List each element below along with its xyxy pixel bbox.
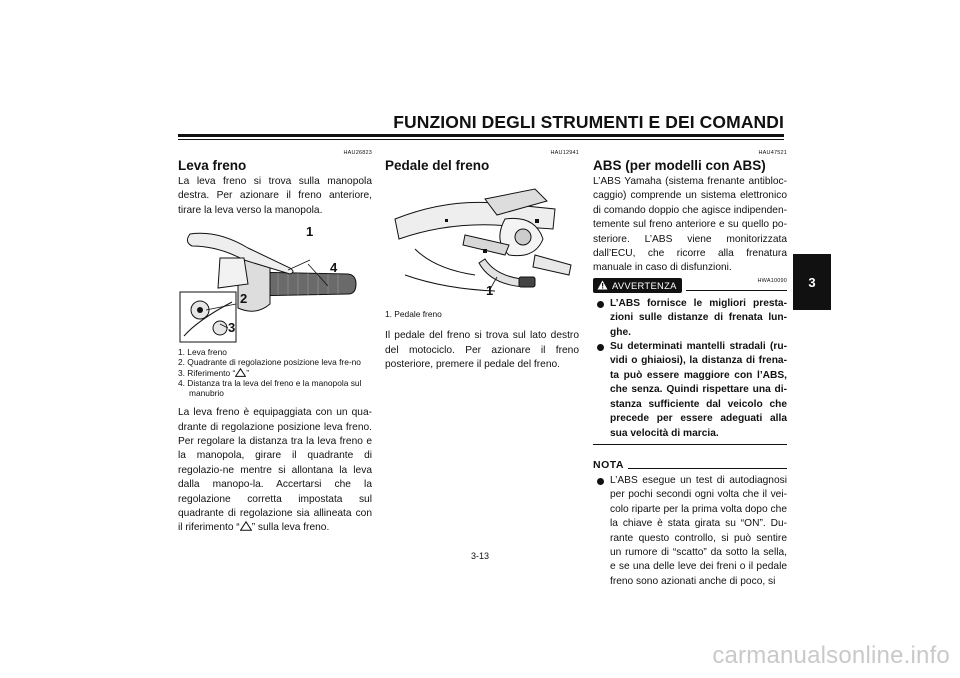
section-brake-pedal [385, 150, 579, 372]
warning-list [593, 297, 787, 441]
warning-triangle-icon [597, 280, 608, 290]
page-number: 3-13 [470, 551, 489, 561]
header-rule [178, 134, 784, 137]
figure-label-4: 4 [330, 260, 338, 276]
caption-item: 4. Distanza tra la leva del freno e la manopola sul manubrio [178, 377, 362, 399]
section-body: Il pedale del freno si trova sul lato destro del motociclo. Per azionare il freno posteriore, premere il pedale del freno. [385, 330, 579, 371]
section-code: HAU26823 [343, 150, 372, 156]
nota-header: NOTA [593, 459, 787, 471]
section-intro: L’ABS Yamaha (sistema frenante antibloc-caggio) comprende un sistema elettronico di comando doppio che agisce indipenden-temente sul freno anteriore e su quello po-steriore. L’ABS viene monitorizzata dall’ECU, che ricorre alla frenatura manuale in caso di disfunzioni. [593, 176, 787, 274]
warning-code: HWA10090 [757, 277, 787, 284]
section-abs [593, 150, 787, 589]
warning-rule [686, 290, 787, 291]
list-item: L’ABS fornisce le migliori presta-zioni sulle distanze di frenata lun-ghe. [593, 297, 787, 340]
caption-item: 2. Quadrante di regolazione posizione leva fre-no [178, 357, 361, 368]
caption-item: 3. Riferimento “ ” [178, 367, 250, 378]
figure-label-3: 3 [228, 320, 236, 336]
section-title: ABS (per modelli con ABS) [593, 158, 766, 173]
section-code: HAU47521 [758, 150, 787, 156]
chapter-tab: 3 [793, 254, 831, 310]
warning-end-rule [593, 444, 787, 445]
section-body: La leva freno è equipaggiata con un qua-drante di regolazione posizione leva freno. Per regolare la distanza tra la leva freno e la manopola, girare il quadrante di regolazio-ne mentre si allontana la leva dalla manopo-la. Accertarsi che la regolazione corretta impostata sul quadrante di regolazione sia allineata con il riferimento “ ” sulla leva freno. [178, 407, 372, 534]
list-item: Su determinati mantelli stradali (ru-vidi o ghiaiosi), la distanza di frena-ta può essere maggiore con l’ABS, che senza. Quindi rispettare una di-stanza sufficiente dal veicolo che precede per essere adeguati alla sua velocità di marcia. [593, 340, 787, 441]
caption-item: 1. Leva freno [178, 347, 227, 358]
brake-pedal-illustration [385, 179, 579, 301]
brake-lever-illustration [178, 224, 372, 344]
reference-triangle-icon [235, 368, 246, 377]
figure-label-1: 1 [306, 224, 314, 240]
section-code: HAU12941 [550, 150, 579, 156]
section-brake-lever [178, 150, 372, 536]
figure-brake-pedal [385, 179, 579, 301]
reference-triangle-icon [240, 521, 252, 531]
nota-list [593, 474, 787, 589]
section-intro: La leva freno si trova sulla manopola destra. Per azionare il freno anteriore, tirare la leva verso la manopola. [178, 176, 372, 216]
list-item: L’ABS esegue un test di autodiagnosi per pochi secondi ogni volta che il vei-colo riparte per la prima volta dopo che la chiave è stata girata su “ON”. Du-rante questo controllo, si può sentire un rumore di “scatto” da sotto la sella, e se una delle leve dei freni o il pedale freno sono azionati anche di poco, si [593, 474, 787, 589]
warning-badge: AVVERTENZA [593, 278, 682, 293]
section-title: Leva freno [178, 158, 247, 173]
figure-label-1: 1 [486, 283, 494, 298]
caption-item: 1. Pedale freno [385, 309, 442, 319]
figure-caption [178, 347, 372, 398]
section-title: Pedale del freno [385, 158, 490, 173]
figure-label-2: 2 [240, 291, 248, 307]
nota-rule [628, 468, 787, 469]
page-header-title: FUNZIONI DEGLI STRUMENTI E DEI COMANDI [393, 112, 784, 132]
watermark: carmanualsonline.info [712, 642, 950, 669]
header-rule-thin [178, 139, 784, 140]
figure-caption [385, 309, 579, 319]
figure-brake-lever [178, 224, 372, 344]
